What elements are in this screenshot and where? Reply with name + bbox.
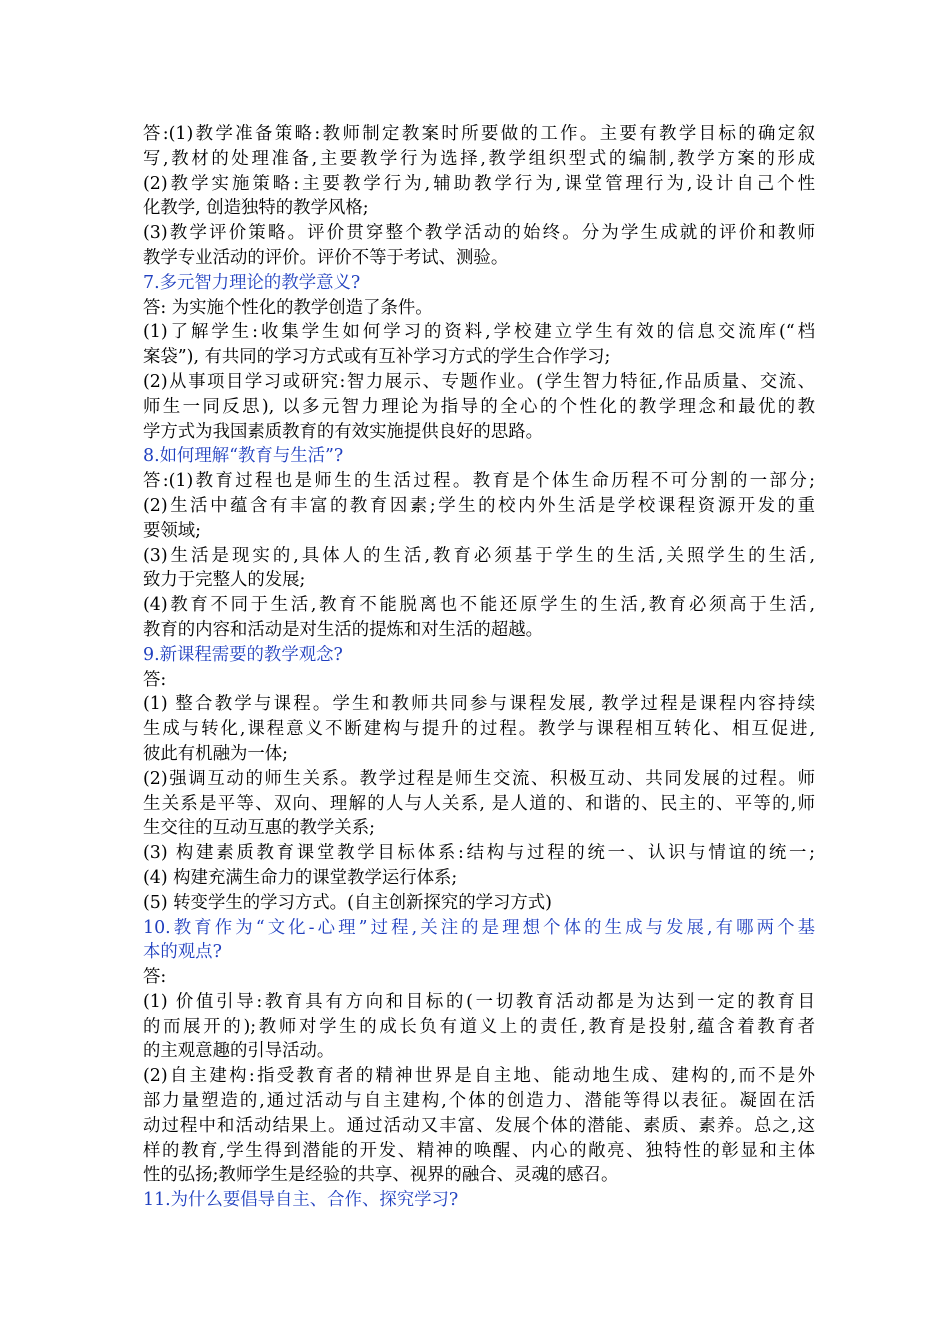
body-text-line: (3)生活是现实的,具体人的生活,教育必须基于学生的生活,关照学生的生活,	[143, 545, 815, 566]
body-text-line: (2)从事项目学习或研究:智力展示、专题作业。(学生智力特征,作品质量、交流、	[143, 371, 815, 392]
question-heading: 7.多元智力理论的教学意义?	[143, 272, 361, 293]
body-text-line: 致力于完整人的发展;	[143, 570, 306, 591]
body-text-line: (2)生活中蕴含有丰富的教育因素;学生的校内外生活是学校课程资源开发的重	[143, 495, 815, 516]
body-text-line: 案袋”), 有共同的学习方式或有互补学习方式的学生合作学习;	[143, 347, 611, 368]
body-text-line: (1) 价值引导:教育具有方向和目标的(一切教育活动都是为达到一定的教育目	[143, 991, 815, 1012]
body-text-line: 动过程中和活动结果上。通过活动又丰富、发展个体的潜能、素质、素养。总之,这	[143, 1115, 815, 1136]
body-text-line: (2)自主建构:指受教育者的精神世界是自主地、能动地生成、建构的,而不是外	[143, 1066, 815, 1087]
body-text-line: 答:	[143, 967, 167, 988]
body-text-line: 化教学, 创造独特的教学风格;	[143, 198, 369, 219]
question-heading: 11.为什么要倡导自主、合作、探究学习?	[143, 1190, 459, 1211]
body-text-line: 写,教材的处理准备,主要教学行为选择,教学组织型式的编制,教学方案的形成	[143, 148, 815, 169]
body-text-line: 教学专业活动的评价。评价不等于考试、测验。	[143, 247, 509, 268]
body-text-line: (3)教学评价策略。评价贯穿整个教学活动的始终。分为学生成就的评价和教师	[143, 223, 815, 244]
body-text-line: 生交往的互动互惠的教学关系;	[143, 818, 375, 839]
body-text-line: 的而展开的);教师对学生的成长负有道义上的责任,教育是投射,蕴含着教育者	[143, 1016, 815, 1037]
body-text-line: 学方式为我国素质教育的有效实施提供良好的思路。	[143, 421, 543, 442]
body-text-line: (2)强调互动的师生关系。教学过程是师生交流、积极互动、共同发展的过程。师	[143, 768, 815, 789]
body-text-line: 部力量塑造的,通过活动与自主建构,个体的创造力、潜能等得以表征。凝固在活	[143, 1091, 815, 1112]
question-heading: 本的观点?	[143, 942, 222, 963]
body-text-line: (4)教育不同于生活,教育不能脱离也不能还原学生的生活,教育必须高于生活,	[143, 595, 815, 616]
body-text-line: 的主观意趣的引导活动。	[143, 1041, 335, 1062]
body-text-line: 样的教育,学生得到潜能的开发、精神的唤醒、内心的敞亮、独特性的彰显和主体	[143, 1140, 815, 1161]
body-text-line: 答:(1)教学准备策略:教师制定教案时所要做的工作。主要有教学目标的确定叙	[143, 124, 815, 144]
body-text-line: 教育的内容和活动是对生活的提炼和对生活的超越。	[143, 619, 543, 640]
body-text-line: (4) 构建充满生命力的课堂教学运行体系;	[143, 867, 458, 888]
body-text-line: (3) 构建素质教育课堂教学目标体系:结构与过程的统一、认识与情谊的统一;	[143, 843, 815, 864]
body-text-line: 师生一同反思), 以多元智力理论为指导的全心的个性化的教学理念和最优的教	[143, 396, 815, 417]
body-text-line: (2)教学实施策略:主要教学行为,辅助教学行为,课堂管理行为,设计自己个性	[143, 173, 815, 194]
body-text-line: 要领域;	[143, 520, 202, 541]
body-text-line: (5) 转变学生的学习方式。(自主创新探究的学习方式)	[143, 892, 552, 913]
question-heading: 10.教育作为“文化-心理”过程,关注的是理想个体的生成与发展,有哪两个基	[143, 917, 815, 938]
question-heading: 8.如何理解“教育与生活”?	[143, 446, 344, 467]
question-heading: 9.新课程需要的教学观念?	[143, 644, 343, 665]
body-text-line: 性的弘扬;教师学生是经验的共享、视界的融合、灵魂的感召。	[143, 1165, 619, 1186]
document-page	[143, 122, 815, 1213]
body-text-line: 生关系是平等、双向、理解的人与人关系, 是人道的、和谐的、民主的、平等的,师	[143, 793, 815, 814]
body-text-line: 答: 为实施个性化的教学创造了条件。	[143, 297, 433, 318]
body-text-line: 彼此有机融为一体;	[143, 743, 288, 764]
body-text-line: 答:	[143, 669, 167, 690]
body-text-line: (1) 整合教学与课程。学生和教师共同参与课程发展, 教学过程是课程内容持续	[143, 694, 815, 715]
body-text-line: 答:(1)教育过程也是师生的生活过程。教育是个体生命历程不可分割的一部分;	[143, 471, 815, 492]
body-text-line: (1)了解学生:收集学生如何学习的资料,学校建立学生有效的信息交流库(“档	[143, 322, 815, 343]
body-text-line: 生成与转化,课程意义不断建构与提升的过程。教学与课程相互转化、相互促进,	[143, 719, 815, 740]
